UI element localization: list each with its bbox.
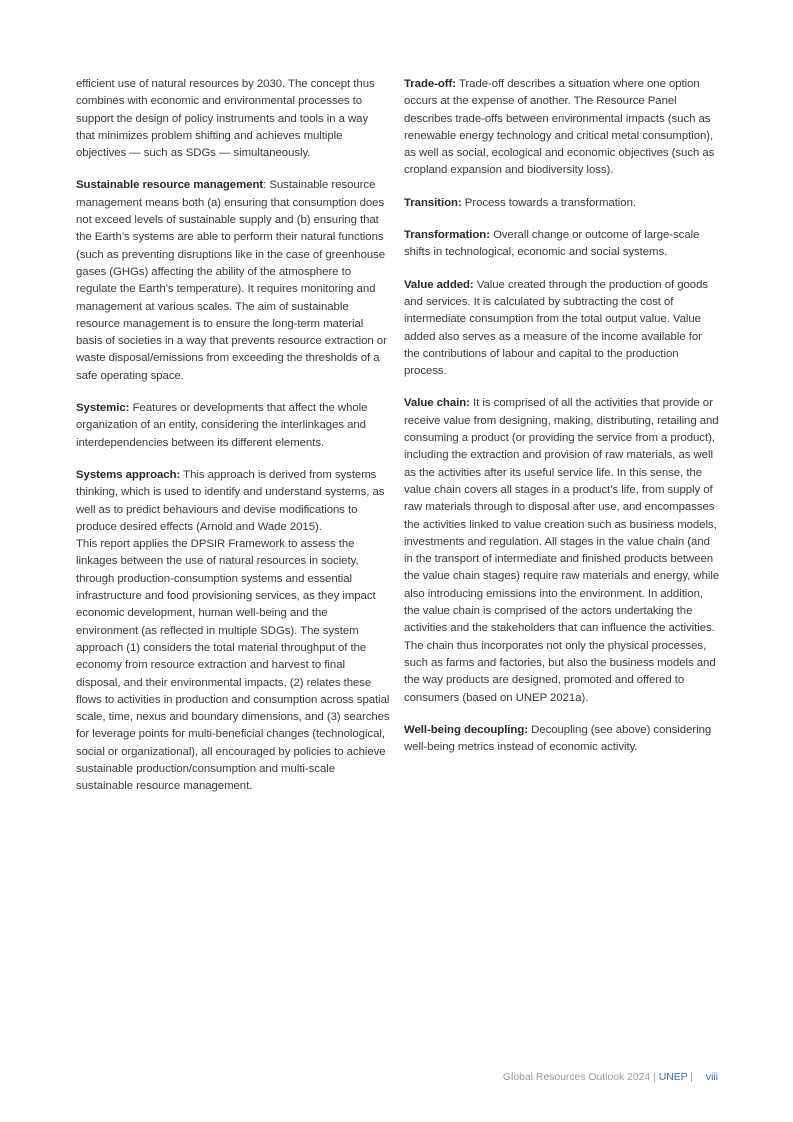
glossary-entry-value-chain <box>404 395 720 706</box>
intro-paragraph <box>76 76 390 162</box>
glossary-definition: This approach is derived from systems thinking, which is used to identify and understand systems, as well as to predict behaviours and devise modifications to produce desired effects (Arnold and Wade 2015). <box>76 468 385 533</box>
footer-organization: UNEP <box>658 1072 688 1083</box>
glossary-entry-systems-approach <box>76 467 390 796</box>
footer-separator: | <box>653 1072 656 1083</box>
intro-text: efficient use of natural resources by 2030. The concept thus combines with economic and environmental processes to support the design of policy instruments and tools in a way that minimizes problem shifting and achieves multiple objectives — such as SDGs — simultaneously. <box>76 78 375 160</box>
glossary-definition: Process towards a transformation. <box>464 196 636 209</box>
glossary-term: Value added: <box>404 278 474 291</box>
glossary-definition: Features or developments that affect the whole organization of an entity, considering the interlinkages and interdependencies between its different elements. <box>76 402 368 449</box>
glossary-entry-well-being-decoupling <box>404 722 720 757</box>
glossary-term: Transformation: <box>404 229 490 242</box>
glossary-entry-transformation <box>404 227 720 262</box>
right-column <box>404 76 720 771</box>
glossary-term: Transition: <box>404 196 462 209</box>
glossary-term: Systems approach: <box>76 468 181 481</box>
glossary-term: Systemic: <box>76 402 130 415</box>
glossary-definition: Decoupling (see above) considering well-being metrics instead of economic activity. <box>404 723 712 754</box>
page-number: viii <box>705 1072 718 1083</box>
glossary-term: Well-being decoupling: <box>404 723 528 736</box>
glossary-entry-trade-off <box>404 76 720 180</box>
glossary-term: Sustainable resource management <box>76 179 264 192</box>
glossary-entry-sustainable-resource-management <box>76 177 390 385</box>
footer-publication-title: Global Resources Outlook 2024 <box>502 1072 651 1083</box>
footer-separator-trailing: | <box>690 1072 693 1083</box>
glossary-definition: Overall change or outcome of large-scale shifts in technological, economic and social systems. <box>404 229 700 259</box>
glossary-term: Trade-off: <box>404 78 457 90</box>
glossary-definition: It is comprised of all the activities that provide or receive value from designing, making, distributing, retailing and consuming a product (or providing the service from a product), including the extraction and provision of raw materials, as well as the activities after its useful service life. In this sense, the value chain covers all stages in a product’s life, from supply of raw materials through to disposal after use, and encompasses the activities linked to value creation such as business models, investments and regulation. All stages in the value chain (and in the transport of intermediate and finished products between the value chain stages) require raw materials and energy, while also introducing emissions into the environment. In addition, the value chain is comprised of the actors undertaking the activities and the stakeholders that can influence the activities. The chain thus incorporates not only the physical processes, such as farms and factories, but also the business models and the way products are designed, promoted and offered to consumers (based on UNEP 2021a). <box>404 397 720 704</box>
glossary-entry-value-added <box>404 277 720 381</box>
glossary-definition: Sustainable resource management means both (a) ensuring that consumption does not exceed levels of sustainable supply and (b) ensuring that the Earth’s systems are able to perform their natural functions (such as preventing disruptions like in the case of greenhouse gases (GHGs) affecting the ability of the atmosphere to regulate the Earth’s temperature). It requires monitoring and management at various scales. The aim of sustainable resource management is to ensure the long-term material basis of societies in a way that prevents resource extraction or waste disposal/emissions from exceeding the thresholds of a safe operating space. <box>76 179 387 382</box>
page-footer <box>503 1072 718 1083</box>
term-separator: : <box>263 179 270 192</box>
glossary-definition-continuation: This report applies the DPSIR Framework to assess the linkages between the use of natural resources in society, through production-consumption systems and essential infrastructure and food provisioning services, as they impact economic development, human well-being and the environment (as reflected in multiple SDGs). The system approach (1) considers the total material throughput of the economy from resource extraction and harvest to final disposal, and their environmental impacts, (2) relates these flows to activities in production and consumption across spatial scale, time, nexus and boundary dimensions, and (3) searches for leverage points for multi-beneficial changes (technological, social or organizational), all encouraged by policies to achieve sustainable production/consumption and multi-scale sustainable resource management. <box>76 538 390 793</box>
glossary-term: Value chain: <box>404 397 470 410</box>
glossary-entry-systemic <box>76 400 390 452</box>
left-column <box>76 76 390 811</box>
glossary-entry-transition <box>404 195 720 212</box>
glossary-definition: Trade-off describes a situation where one option occurs at the expense of another. The Resource Panel describes trade-offs between environmental impacts (such as renewable energy technology and critical metal consumption), as well as social, ecological and economic objectives (such as cropland expansion and biodiversity loss). <box>404 78 715 177</box>
glossary-definition: Value created through the production of goods and services. It is calculated by subtracting the cost of intermediate consumption from the total output value. Value added also serves as a measure of the income available for the contributions of labour and capital to the production process. <box>404 278 709 378</box>
